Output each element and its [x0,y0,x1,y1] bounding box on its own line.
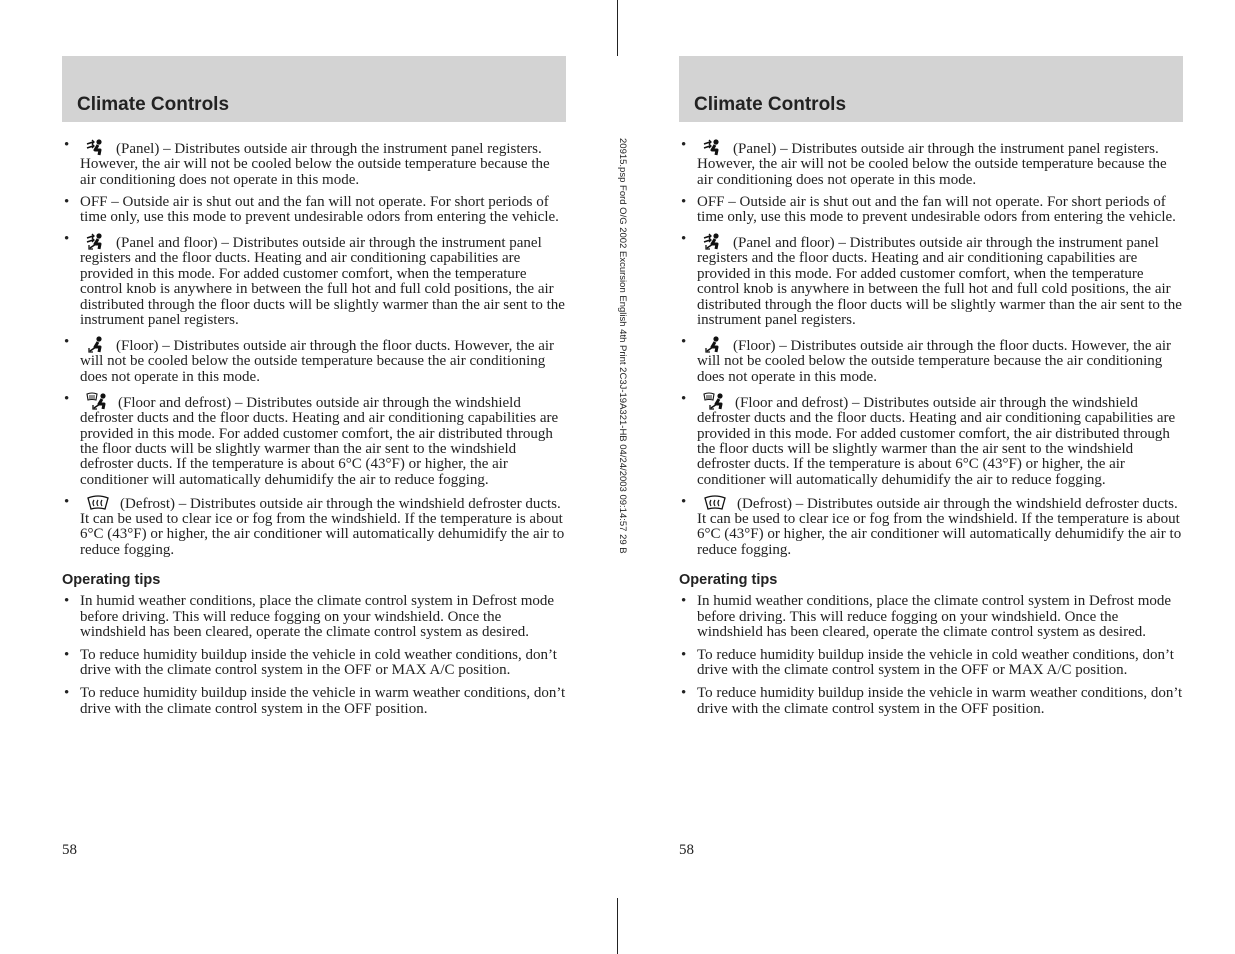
tips-list [62,594,566,717]
page-number: 58 [62,842,77,858]
tip-text: To reduce humidity buildup inside the vehicle in warm weather conditions, don’t drive with the climate control system in the OFF position. [80,685,566,717]
list-item [679,335,1183,385]
tips-list [679,594,1183,717]
section-title: Climate Controls [77,94,230,115]
list-item [62,335,566,385]
mode-off-text: OFF – Outside air is shut out and the fan will not operate. For short periods of time only, use this mode to prevent undesirable odors from entering the vehicle. [80,193,559,226]
mode-list [679,138,1183,558]
floor-defrost-icon [86,392,110,410]
mode-defrost-text: (Defrost) – Distributes outside air through the windshield defroster ducts. It can be used to clear ice or fog from the windshield. If the temperature is about 6°C (43°F) or higher, the air conditioner will automatically dehumidify the air to reduce fogging. [697,495,1182,558]
list-item [679,232,1183,328]
panel-floor-vent-icon [703,232,725,250]
floor-vent-icon [86,335,108,353]
mode-floor-defrost-text: (Floor and defrost) – Distributes outside air through the windshield defroster ducts and the floor ducts. Heating and air conditioning capabilities are provided in this mode. For added customer comfort, the air distributed through the floor ducts will be slightly warmer than the air sent to the windshield defroster ducts. If the temperature is about 6°C (43°F) or higher, the air conditioner will automatically dehumidify the air to reduce fogging. [80,394,559,488]
mode-off-text: OFF – Outside air is shut out and the fan will not operate. For short periods of time only, use this mode to prevent undesirable odors from entering the vehicle. [697,193,1176,226]
list-item [679,594,1183,640]
list-item [62,594,566,640]
list-item [62,195,566,226]
list-item [62,392,566,488]
panel-vent-icon [703,138,725,156]
print-slug-text: 20915.psp Ford O/G 2002 Excursion English 4th Print 2C3J-19A321-HB 04/24/2003 09:14:57 29 B [617,138,628,554]
panel-floor-vent-icon [86,232,108,250]
page-number: 58 [679,842,694,858]
list-item [679,648,1183,679]
tip-text: In humid weather conditions, place the climate control system in Defrost mode before driving. This will reduce fogging on your windshield. Once the windshield has been cleared, operate the climate control system as desired. [697,593,1172,641]
panel-vent-icon [86,138,108,156]
tip-text: To reduce humidity buildup inside the vehicle in cold weather conditions, don’t drive with the climate control system in the OFF or MAX A/C position. [697,646,1174,679]
mode-defrost-text: (Defrost) – Distributes outside air through the windshield defroster ducts. It can be used to clear ice or fog from the windshield. If the temperature is about 6°C (43°F) or higher, the air conditioner will automatically dehumidify the air to reduce fogging. [80,495,565,558]
list-item [679,495,1183,559]
page-content [62,138,566,725]
mode-list [62,138,566,558]
mode-floor-text: (Floor) – Distributes outside air through the floor ducts. However, the air will not be cooled below the outside temperature because the air conditioning does not operate in this mode. [697,337,1172,385]
crop-mark-top [617,0,618,56]
section-header [679,56,1183,122]
list-item [62,495,566,559]
list-item [679,195,1183,226]
section-header [62,56,566,122]
mode-panel-text: (Panel) – Distributes outside air through the instrument panel registers. However, the air will not be cooled below the outside temperature because the air conditioning does not operate in this mode. [697,141,1167,188]
page-content [679,138,1183,725]
mode-panel-floor-text: (Panel and floor) – Distributes outside air through the instrument panel registers and the floor ducts. Heating and air conditioning capabilities are provided in this mode. For added customer comfort, when the temperature control knob is anywhere in between the full hot and full cold positions, the air distributed through the floor ducts will be slightly warmer than the air sent to the instrument panel registers. [80,235,565,329]
crop-mark-bottom [617,898,618,954]
tip-text: To reduce humidity buildup inside the vehicle in warm weather conditions, don’t drive with the climate control system in the OFF position. [697,685,1183,717]
defrost-icon [703,495,729,511]
floor-defrost-icon [703,392,727,410]
print-slug [617,138,635,608]
mode-panel-text: (Panel) – Distributes outside air through the instrument panel registers. However, the air will not be cooled below the outside temperature because the air conditioning does not operate in this mode. [80,141,550,188]
list-item [62,686,566,717]
list-item [62,138,566,188]
defrost-icon [86,495,112,511]
list-item [679,392,1183,488]
operating-tips-heading: Operating tips [679,572,778,589]
list-item [679,138,1183,188]
list-item [62,648,566,679]
floor-vent-icon [703,335,725,353]
mode-floor-text: (Floor) – Distributes outside air through the floor ducts. However, the air will not be cooled below the outside temperature because the air conditioning does not operate in this mode. [80,337,555,385]
mode-floor-defrost-text: (Floor and defrost) – Distributes outside air through the windshield defroster ducts and the floor ducts. Heating and air conditioning capabilities are provided in this mode. For added customer comfort, the air distributed through the floor ducts will be slightly warmer than the air sent to the windshield defroster ducts. If the temperature is about 6°C (43°F) or higher, the air conditioner will automatically dehumidify the air to reduce fogging. [697,394,1176,488]
tip-text: To reduce humidity buildup inside the vehicle in cold weather conditions, don’t drive with the climate control system in the OFF or MAX A/C position. [80,646,557,679]
mode-panel-floor-text: (Panel and floor) – Distributes outside air through the instrument panel registers and the floor ducts. Heating and air conditioning capabilities are provided in this mode. For added customer comfort, when the temperature control knob is anywhere in between the full hot and full cold positions, the air distributed through the floor ducts will be slightly warmer than the air sent to the instrument panel registers. [697,235,1182,329]
tip-text: In humid weather conditions, place the climate control system in Defrost mode before driving. This will reduce fogging on your windshield. Once the windshield has been cleared, operate the climate control system as desired. [80,593,555,641]
operating-tips-heading: Operating tips [62,572,161,589]
section-title: Climate Controls [694,94,847,115]
list-item [679,686,1183,717]
list-item [62,232,566,328]
